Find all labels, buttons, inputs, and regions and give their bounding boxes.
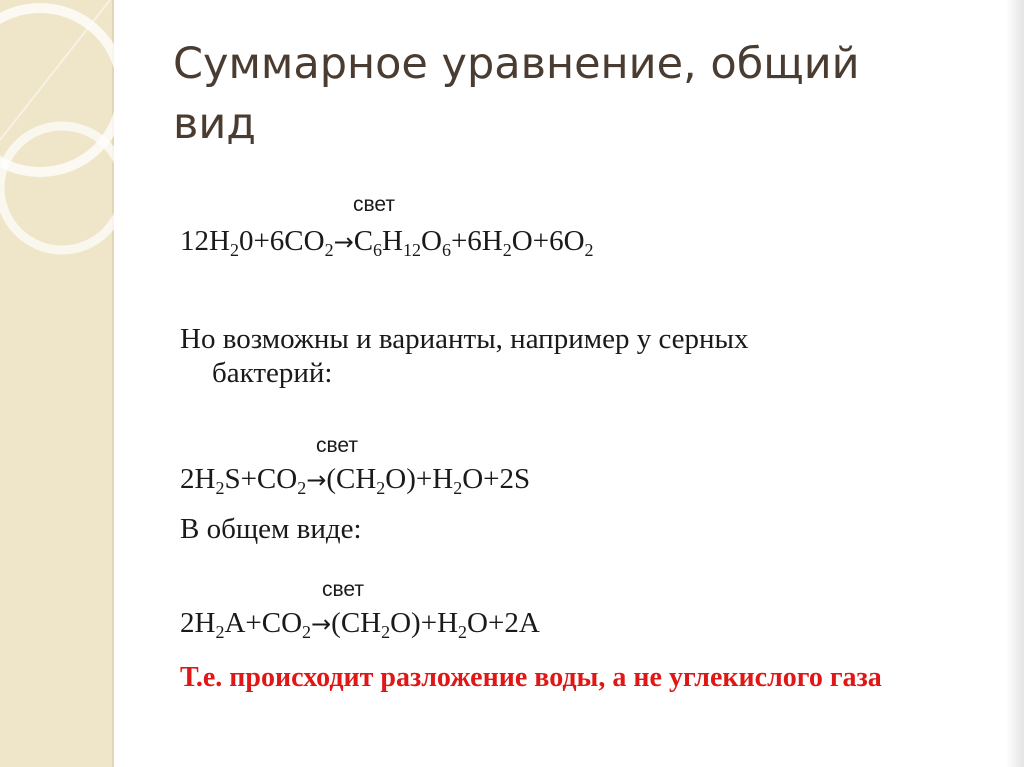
- eq-text: O)+H: [385, 463, 454, 495]
- reaction-arrow: →: [306, 466, 327, 494]
- eq-subscript: 12: [403, 240, 421, 260]
- eq-text: O: [421, 225, 442, 257]
- paragraph-line: бактерий:: [212, 357, 333, 389]
- eq-text: 2H: [180, 463, 216, 495]
- eq-subscript: 6: [373, 240, 383, 260]
- eq-text: +6H: [450, 225, 503, 257]
- eq-text: O)+H: [390, 607, 459, 639]
- equation-sulfur-bacteria: [180, 463, 530, 496]
- equation-photosynthesis: [180, 225, 594, 258]
- eq-text: 2H: [180, 607, 216, 639]
- eq-subscript: 2: [324, 240, 334, 260]
- eq-text: O+6O: [511, 225, 585, 257]
- eq-text: H: [382, 225, 403, 257]
- eq-text: (CH: [331, 607, 382, 639]
- reaction-arrow: →: [311, 610, 332, 638]
- eq-subscript: 2: [458, 622, 468, 642]
- eq-subscript: 2: [584, 240, 594, 260]
- eq-text: S+CO: [224, 463, 298, 495]
- light-label: свет: [322, 578, 365, 601]
- eq-subscript: 6: [441, 240, 451, 260]
- eq-subscript: 2: [297, 478, 307, 498]
- eq-subscript: 2: [381, 622, 391, 642]
- light-label: свет: [353, 193, 396, 216]
- light-label: свет: [316, 434, 359, 457]
- decorative-circles-graphic: [0, 0, 130, 767]
- paragraph-variants: [180, 322, 749, 390]
- eq-text: C: [353, 225, 374, 257]
- eq-subscript: 2: [376, 478, 386, 498]
- right-edge-shadow: [1006, 0, 1024, 767]
- eq-subscript: 2: [229, 240, 239, 260]
- eq-subscript: 2: [502, 240, 512, 260]
- reaction-arrow: →: [333, 228, 354, 256]
- eq-subscript: 2: [215, 478, 225, 498]
- eq-subscript: 2: [302, 622, 312, 642]
- eq-text: (CH: [326, 463, 377, 495]
- eq-text: 12H: [180, 225, 230, 257]
- eq-text: A+CO: [224, 607, 303, 639]
- conclusion-note: Т.е. происходит разложение воды, а не углекислого газа: [180, 662, 882, 693]
- eq-text: O+2S: [462, 463, 531, 495]
- equation-general: [180, 607, 540, 640]
- slide-title: Суммарное уравнение, общий вид: [173, 39, 860, 149]
- eq-text: O+2A: [467, 607, 540, 639]
- eq-subscript: 2: [453, 478, 463, 498]
- paragraph-line: Но возможны и варианты, например у серных: [180, 323, 749, 355]
- paragraph-general-form: В общем виде:: [180, 513, 362, 545]
- eq-text: 0+6CO: [238, 225, 325, 257]
- eq-subscript: 2: [215, 622, 225, 642]
